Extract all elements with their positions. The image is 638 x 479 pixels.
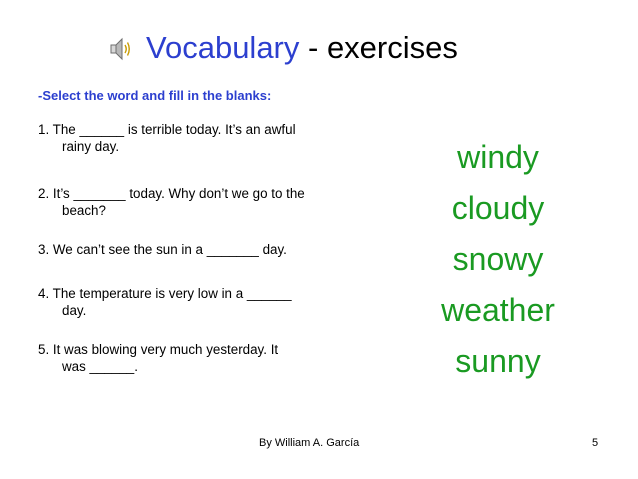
question-continuation: was ______.: [62, 359, 138, 374]
question-line: 1. The ______ is terrible today. It’s an awful: [38, 122, 296, 137]
question-2: [38, 185, 305, 219]
word-bank-item: snowy: [452, 241, 544, 277]
page-number: 5: [592, 437, 599, 449]
question-3: [38, 241, 287, 258]
question-line: 5. It was blowing very much yesterday. It: [38, 342, 279, 357]
page-title: [146, 28, 458, 68]
word-bank: [418, 132, 578, 387]
question-continuation: day.: [62, 303, 87, 318]
speaker-icon[interactable]: [108, 36, 132, 62]
instruction-text: -Select the word and fill in the blanks:: [38, 88, 272, 103]
question-continuation: rainy day.: [62, 139, 120, 154]
title-row: [108, 26, 458, 70]
question-line: 2. It’s _______ today. Why don’t we go to the: [38, 186, 305, 201]
word-bank-item: weather: [441, 292, 555, 328]
title-accent: Vocabulary: [146, 30, 300, 65]
title-rest: - exercises: [299, 30, 458, 65]
word-bank-item: sunny: [455, 343, 541, 379]
word-bank-item: windy: [457, 139, 539, 175]
question-4: [38, 285, 292, 319]
question-5: [38, 341, 278, 375]
question-line: 3. We can’t see the sun in a _______ day.: [38, 242, 287, 257]
question-line: 4. The temperature is very low in a ______: [38, 286, 292, 301]
word-bank-item: cloudy: [451, 190, 545, 226]
question-1: [38, 121, 296, 155]
question-continuation: beach?: [62, 203, 106, 218]
footer-author: By William A. García: [259, 437, 360, 449]
